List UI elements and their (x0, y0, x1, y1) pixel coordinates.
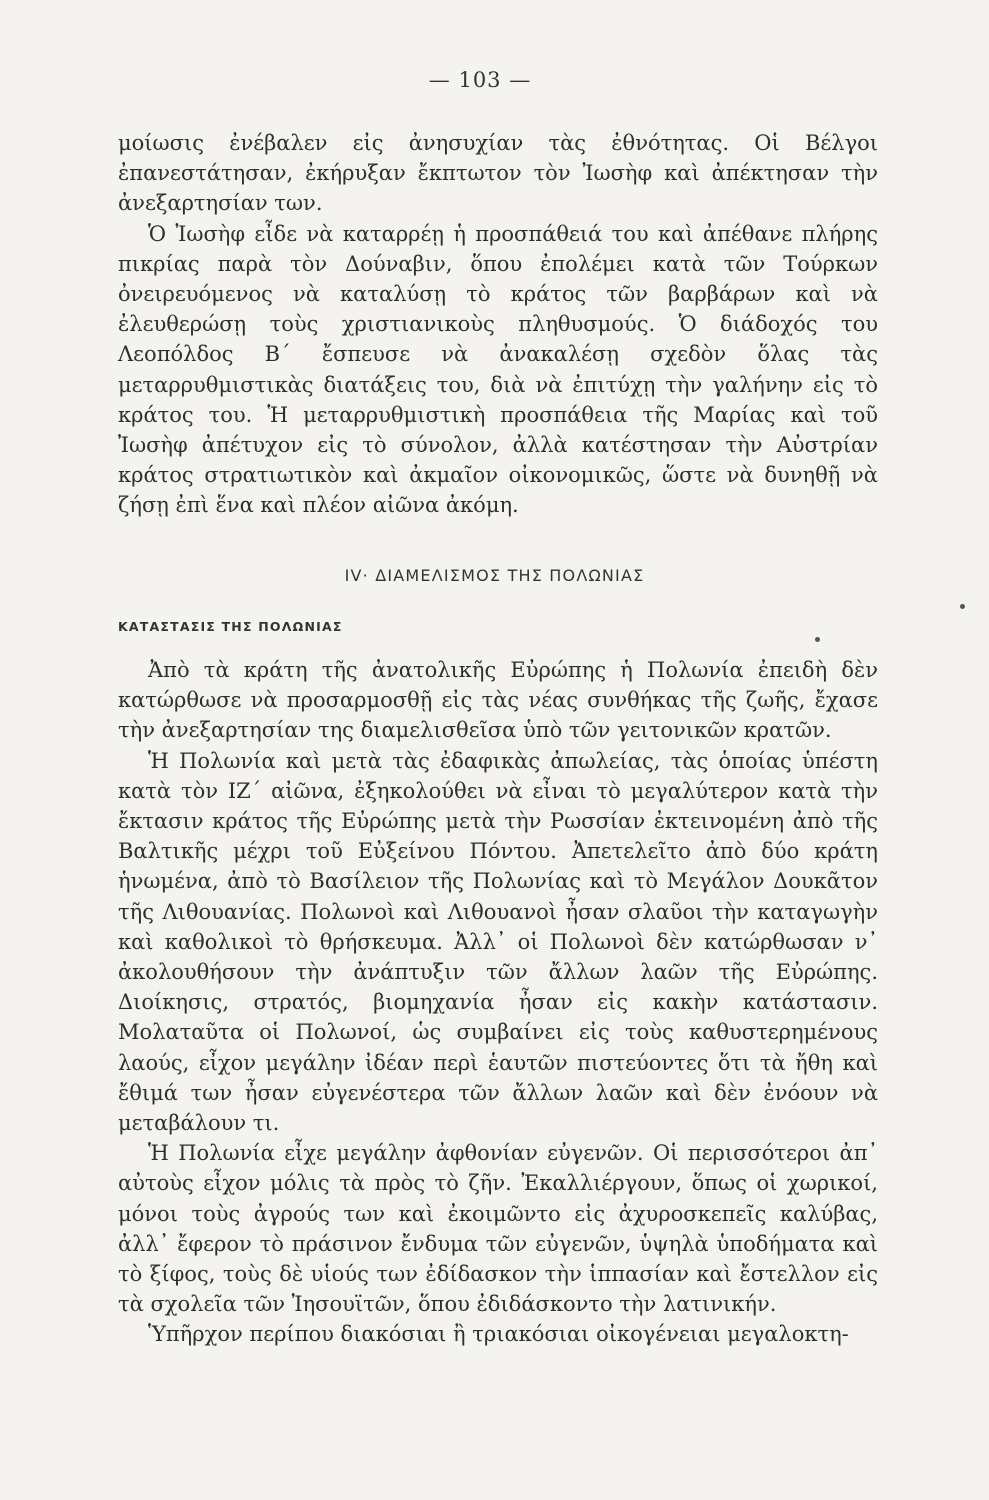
paragraph: Ἀπὸ τὰ κράτη τῆς ἀνατολικῆς Εὐρώπης ἡ Πολωνία ἐπειδὴ δὲν κατώρθωσε νὰ προσαρμοσθῇ εἰς τὰς νέας συνθήκας τῆς ζωῆς, ἔχασε τὴν ἀνεξαρτησίαν της διαμελισθεῖσα ὑπὸ τῶν γειτονικῶν κρατῶν. (118, 658, 878, 743)
page-number: — 103 — (428, 68, 532, 92)
bottom-text-block (118, 655, 878, 1350)
paragraph: μοίωσις ἐνέβαλεν εἰς ἀνησυχίαν τὰς ἐθνότητας. Οἱ Βέλγοι ἐπανεστάτησαν, ἐκήρυξαν ἔκπτωτον τὸν Ἰωσὴφ καὶ ἀπέκτησαν τὴν ἀνεξαρτησίαν των. (118, 131, 878, 216)
paragraph: Ἡ Πολωνία εἶχε μεγάλην ἀφθονίαν εὐγενῶν. Οἱ περισσότεροι ἀπ᾽ αὐτοὺς εἶχον μόλις τὰ πρὸς τὸ ζῆν. Ἐκαλλιέργουν, ὅπως οἱ χωρικοί, μόνοι τοὺς ἀγρούς των καὶ ἐκοιμῶντο εἰς ἀχυροσκεπεῖς καλύβας, ἀλλ᾽ ἔφερον τὸ πράσινον ἔνδυμα τῶν εὐγενῶν, ὑψηλὰ ὑποδήματα καὶ τὸ ξίφος, τοὺς δὲ υἱούς των ἐδίδασκον τὴν ἱππασίαν καὶ ἔστελλον εἰς τὰ σχολεῖα τῶν Ἰησουϊτῶν, ὅπου ἐδιδάσκοντο τὴν λατινικήν. (118, 1141, 878, 1317)
paragraph: Ὁ Ἰωσὴφ εἶδε νὰ καταρρέῃ ἡ προσπάθειά του καὶ ἀπέθανε πλήρης πικρίας παρὰ τὸν Δούναβιν, ὅπου ἐπολέμει κατὰ τῶν Τούρκων ὀνειρευόμενος νὰ καταλύσῃ τὸ κράτος τῶν βαρβάρων καὶ νὰ ἐλευθερώσῃ τοὺς χριστιανικοὺς πληθυσμούς. Ὁ διάδοχός του Λεοπόλδος Β´ ἔσπευσε νὰ ἀνακαλέσῃ σχεδὸν ὅλας τὰς μεταρρυθμιστικὰς διατάξεις του, διὰ νὰ ἐπιτύχῃ τὴν γαλήνην εἰς τὸ κράτος του. Ἡ μεταρρυθμιστικὴ προσπάθεια τῆς Μαρίας καὶ τοῦ Ἰωσὴφ ἀπέτυχον εἰς τὸ σύνολον, ἀλλὰ κατέστησαν τὴν Αὐστρίαν κράτος στρατιωτικὸν καὶ ἀκμαῖον οἰκονομικῶς, ὥστε νὰ δυνηθῇ νὰ ζήσῃ ἐπὶ ἕνα καὶ πλέον αἰῶνα ἀκόμη. (118, 221, 878, 518)
margin-dot-mark (815, 637, 820, 642)
subsection-heading: ΚΑΤΑΣΤΑΣΙΣ ΤΗΣ ΠΟΛΩΝΙΑΣ (118, 619, 343, 634)
top-text-block (118, 128, 878, 521)
paragraph: Ἡ Πολωνία καὶ μετὰ τὰς ἐδαφικὰς ἀπωλείας, τὰς ὁποίας ὑπέστη κατὰ τὸν ΙΖ´ αἰῶνα, ἐξηκολούθει νὰ εἶναι τὸ μεγαλύτερον κατὰ τὴν ἔκτασιν κράτος τῆς Εὐρώπης μετὰ τὴν Ρωσσίαν ἐκτεινομένη ἀπὸ τῆς Βαλτικῆς μέχρι τοῦ Εὐξείνου Πόντου. Ἀπετελεῖτο ἀπὸ δύο κράτη ἡνωμένα, ἀπὸ τὸ Βασίλειον τῆς Πολωνίας καὶ τὸ Μεγάλον Δουκᾶτον τῆς Λιθουανίας. Πολωνοὶ καὶ Λιθουανοὶ ἦσαν σλαῦοι τὴν καταγωγὴν καὶ καθολικοὶ τὸ θρήσκευμα. Ἀλλ᾽ οἱ Πολωνοὶ δὲν κατώρθωσαν ν᾽ ἀκολουθήσουν τὴν ἀνάπτυξιν τῶν ἄλλων λαῶν τῆς Εὐρώπης. Διοίκησις, στρατός, βιομηχανία ἦσαν εἰς κακὴν κατάστασιν. Μολαταῦτα οἱ Πολωνοί, ὡς συμβαίνει εἰς τοὺς καθυστερημένους λαούς, εἶχον μεγάλην ἰδέαν περὶ ἑαυτῶν πιστεύοντες ὅτι τὰ ἤθη καὶ ἔθιμά των ἦσαν εὐγενέστερα τῶν ἄλλων λαῶν καὶ δὲν ἐνόουν νὰ μεταβάλουν τι. (118, 748, 878, 1136)
margin-dot-mark (960, 604, 965, 609)
section-heading: IV· ΔΙΑΜΕΛΙΣΜΟΣ ΤΗΣ ΠΟΛΩΝΙΑΣ (344, 566, 645, 585)
paragraph: Ὑπῆρχον περίπου διακόσιαι ἢ τριακόσιαι οἰκογένειαι μεγαλοκτη- (148, 1322, 849, 1347)
